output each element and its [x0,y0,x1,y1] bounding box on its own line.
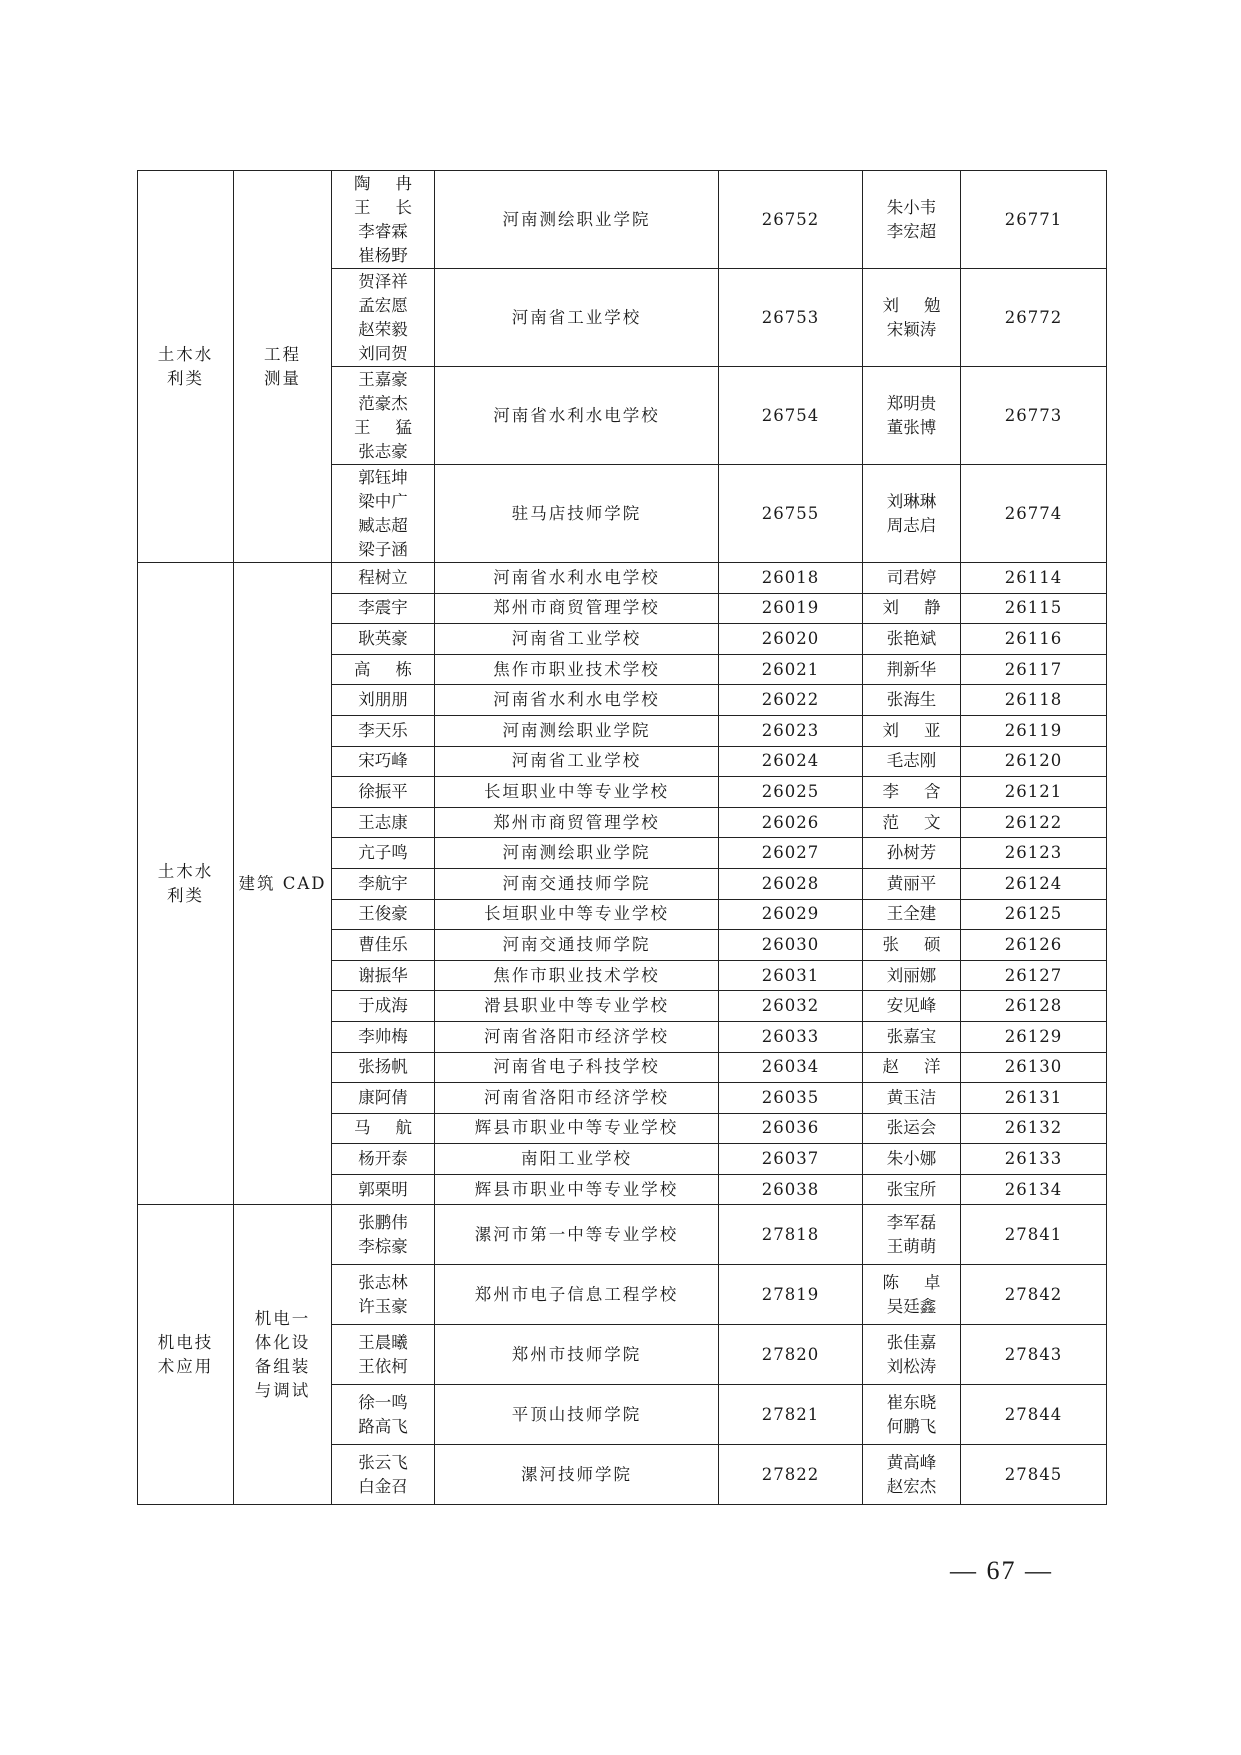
coach-cell [863,1445,961,1505]
coach-name: 刘松涛 [886,1356,937,1376]
school-cell: 河南测绘职业学院 [435,715,719,746]
team-number-cell: 26753 [719,269,863,367]
coach-name: 范文 [882,812,941,832]
player-name: 李航宇 [358,873,408,893]
team-number-cell: 26037 [719,1144,863,1175]
player-cell [332,563,435,594]
coach-cell [863,1113,961,1144]
coach-name: 朱小韦 [886,197,937,217]
school-cell: 漯河技师学院 [435,1445,719,1505]
player-cell [332,746,435,777]
coach-name: 王萌萌 [886,1236,937,1256]
coach-name: 宋颖涛 [886,319,937,339]
category-cell [138,563,234,1205]
category-cell [138,171,234,563]
school-cell: 河南省工业学校 [435,746,719,777]
player-cell [332,838,435,869]
coach-name: 张佳嘉 [886,1332,937,1352]
event-line: 建筑 CAD [238,873,327,893]
school-cell: 郑州市电子信息工程学校 [435,1265,719,1325]
coach-number-cell: 26126 [961,930,1107,961]
player-name: 贺泽祥 [358,271,408,291]
player-cell [332,1113,435,1144]
school-cell: 河南省水利水电学校 [435,685,719,716]
player-cell [332,593,435,624]
coach-cell [863,367,961,465]
coach-cell [863,171,961,269]
coach-number-cell: 26130 [961,1052,1107,1083]
coach-number-cell: 26120 [961,746,1107,777]
school-cell: 河南交通技师学院 [435,868,719,899]
school-cell: 郑州市技师学院 [435,1325,719,1385]
player-cell [332,960,435,991]
coach-cell [863,868,961,899]
team-number-cell: 26022 [719,685,863,716]
coach-number-cell: 26133 [961,1144,1107,1175]
coach-cell [863,930,961,961]
coach-name: 张海生 [886,690,937,710]
coach-name: 朱小娜 [886,1149,937,1169]
player-name: 康阿倩 [358,1087,408,1107]
page-number: — 67 — [950,1556,1053,1585]
coach-cell [863,777,961,808]
school-cell: 河南省电子科技学校 [435,1052,719,1083]
player-name: 赵荣毅 [358,319,408,339]
coach-cell [863,563,961,594]
coach-name: 董张博 [886,417,937,437]
player-name: 范豪杰 [358,393,408,413]
player-cell [332,1385,435,1445]
player-name: 张鹏伟 [358,1212,408,1232]
coach-cell [863,1385,961,1445]
coach-name: 黄玉洁 [886,1087,937,1107]
player-cell [332,1083,435,1114]
player-name: 李帅梅 [358,1026,408,1046]
coach-cell [863,1052,961,1083]
coach-number-cell: 26121 [961,777,1107,808]
team-number-cell: 26030 [719,930,863,961]
team-number-cell: 26028 [719,868,863,899]
team-number-cell: 26029 [719,899,863,930]
category-line: 土木水 [157,344,214,364]
player-cell [332,1325,435,1385]
player-name: 刘朋朋 [358,690,408,710]
coach-name: 刘琳琳 [886,491,937,511]
player-name: 李震宇 [358,598,408,618]
player-cell [332,1021,435,1052]
player-name: 王猛 [354,417,412,437]
player-name: 梁子涵 [358,539,408,559]
team-number-cell: 26031 [719,960,863,991]
player-cell [332,1174,435,1205]
coach-number-cell: 27841 [961,1205,1107,1265]
coach-name: 黄丽平 [886,873,937,893]
player-name: 王嘉豪 [358,369,408,389]
team-number-cell: 26035 [719,1083,863,1114]
coach-cell [863,465,961,563]
team-number-cell: 26026 [719,807,863,838]
player-cell [332,269,435,367]
coach-number-cell: 26774 [961,465,1107,563]
event-line: 测量 [264,368,301,388]
player-name: 马航 [354,1118,412,1138]
event-line: 与调试 [254,1380,311,1400]
coach-name: 陈卓 [882,1272,941,1292]
coach-cell [863,269,961,367]
coach-name: 张运会 [886,1118,937,1138]
school-cell: 长垣职业中等专业学校 [435,777,719,808]
school-cell: 南阳工业学校 [435,1144,719,1175]
school-cell: 辉县市职业中等专业学校 [435,1174,719,1205]
coach-cell [863,899,961,930]
player-name: 王志康 [358,812,408,832]
player-cell [332,465,435,563]
coach-cell [863,991,961,1022]
player-name: 刘同贺 [358,343,408,363]
school-cell: 河南交通技师学院 [435,930,719,961]
coach-number-cell: 26773 [961,367,1107,465]
player-name: 李棕豪 [358,1236,408,1256]
coach-number-cell: 26115 [961,593,1107,624]
coach-number-cell: 27843 [961,1325,1107,1385]
player-name: 程树立 [358,567,408,587]
team-number-cell: 26021 [719,654,863,685]
player-name: 孟宏愿 [358,295,408,315]
coach-number-cell: 27842 [961,1265,1107,1325]
school-cell: 焦作市职业技术学校 [435,960,719,991]
team-number-cell: 27818 [719,1205,863,1265]
category-cell [138,1205,234,1505]
player-name: 许玉豪 [358,1296,408,1316]
coach-name: 刘勉 [882,295,941,315]
school-cell: 辉县市职业中等专业学校 [435,1113,719,1144]
team-number-cell: 26036 [719,1113,863,1144]
coach-name: 郑明贵 [886,393,937,413]
player-cell [332,930,435,961]
event-cell [234,1205,332,1505]
player-name: 梁中广 [358,491,408,511]
coach-name: 王全建 [886,904,937,924]
coach-name: 张硕 [882,934,941,954]
team-number-cell: 27820 [719,1325,863,1385]
coach-number-cell: 26118 [961,685,1107,716]
player-name: 徐振平 [358,781,408,801]
team-number-cell: 26019 [719,593,863,624]
category-line: 土木水 [157,861,214,881]
team-number-cell: 26033 [719,1021,863,1052]
player-name: 曹佳乐 [358,934,408,954]
coach-name: 张嘉宝 [886,1026,937,1046]
player-name: 陶冉 [354,173,412,193]
player-cell [332,807,435,838]
player-name: 亢子鸣 [358,843,408,863]
coach-name: 张艳斌 [886,628,937,648]
player-name: 耿英豪 [358,628,408,648]
team-number-cell: 26020 [719,624,863,655]
coach-number-cell: 27844 [961,1385,1107,1445]
player-cell [332,685,435,716]
table-row [138,1205,1107,1265]
coach-number-cell: 26132 [961,1113,1107,1144]
coach-number-cell: 26129 [961,1021,1107,1052]
coach-name: 刘亚 [882,720,941,740]
school-cell: 河南测绘职业学院 [435,838,719,869]
player-cell [332,1265,435,1325]
player-name: 张云飞 [358,1452,408,1472]
coach-cell [863,715,961,746]
coach-name: 荆新华 [886,659,937,679]
participant-table [137,170,1107,1505]
player-cell [332,1144,435,1175]
player-name: 白金召 [358,1476,408,1496]
coach-cell [863,654,961,685]
coach-number-cell: 27845 [961,1445,1107,1505]
category-line: 机电技 [157,1332,214,1352]
coach-cell [863,838,961,869]
category-line: 利类 [167,885,204,905]
team-number-cell: 26754 [719,367,863,465]
coach-number-cell: 26125 [961,899,1107,930]
school-cell: 河南测绘职业学院 [435,171,719,269]
event-line: 体化设 [254,1332,311,1352]
player-cell [332,991,435,1022]
school-cell: 滑县职业中等专业学校 [435,991,719,1022]
coach-name: 司君婷 [886,567,937,587]
school-cell: 焦作市职业技术学校 [435,654,719,685]
coach-number-cell: 26131 [961,1083,1107,1114]
school-cell: 河南省洛阳市经济学校 [435,1021,719,1052]
table-row [138,563,1107,594]
player-cell [332,654,435,685]
player-cell [332,777,435,808]
player-name: 于成海 [358,996,408,1016]
coach-number-cell: 26116 [961,624,1107,655]
table-body [138,171,1107,1505]
coach-name: 孙树芳 [886,843,937,863]
player-name: 宋巧峰 [358,751,408,771]
team-number-cell: 26024 [719,746,863,777]
team-number-cell: 26034 [719,1052,863,1083]
coach-number-cell: 26122 [961,807,1107,838]
coach-number-cell: 26127 [961,960,1107,991]
coach-cell [863,960,961,991]
player-name: 徐一鸣 [358,1392,408,1412]
team-number-cell: 26755 [719,465,863,563]
event-line: 机电一 [254,1308,311,1328]
school-cell: 河南省水利水电学校 [435,563,719,594]
team-number-cell: 26027 [719,838,863,869]
coach-name: 何鹏飞 [886,1416,937,1436]
event-line: 备组装 [254,1356,311,1376]
player-name: 李睿霖 [358,221,408,241]
school-cell: 河南省工业学校 [435,624,719,655]
player-name: 郭栗明 [358,1179,408,1199]
player-cell [332,1205,435,1265]
player-name: 李天乐 [358,720,408,740]
team-number-cell: 26025 [719,777,863,808]
event-cell [234,171,332,563]
team-number-cell: 26023 [719,715,863,746]
team-number-cell: 27822 [719,1445,863,1505]
player-cell [332,715,435,746]
coach-name: 安见峰 [886,996,937,1016]
coach-number-cell: 26119 [961,715,1107,746]
player-name: 王晨曦 [358,1332,408,1352]
player-name: 谢振华 [358,965,408,985]
school-cell: 郑州市商贸管理学校 [435,807,719,838]
player-cell [332,624,435,655]
coach-number-cell: 26123 [961,838,1107,869]
team-number-cell: 27819 [719,1265,863,1325]
coach-number-cell: 26772 [961,269,1107,367]
coach-name: 李宏超 [886,221,937,241]
school-cell: 驻马店技师学院 [435,465,719,563]
coach-name: 毛志刚 [886,751,937,771]
coach-cell [863,746,961,777]
coach-number-cell: 26117 [961,654,1107,685]
player-name: 王依柯 [358,1356,408,1376]
player-cell [332,868,435,899]
coach-name: 刘丽娜 [886,965,937,985]
player-name: 张扬帆 [358,1057,408,1077]
event-cell [234,563,332,1205]
coach-number-cell: 26134 [961,1174,1107,1205]
coach-name: 黄高峰 [886,1452,937,1472]
coach-name: 李含 [882,781,941,801]
coach-cell [863,624,961,655]
player-name: 高栋 [354,659,412,679]
coach-cell [863,1174,961,1205]
player-name: 张志豪 [358,441,408,461]
coach-number-cell: 26128 [961,991,1107,1022]
player-name: 王长 [354,197,412,217]
coach-name: 赵宏杰 [886,1476,937,1496]
coach-cell [863,593,961,624]
school-cell: 漯河市第一中等专业学校 [435,1205,719,1265]
coach-name: 刘静 [882,598,941,618]
player-name: 杨开泰 [358,1149,408,1169]
coach-number-cell: 26771 [961,171,1107,269]
category-line: 术应用 [157,1356,214,1376]
school-cell: 郑州市商贸管理学校 [435,593,719,624]
coach-cell [863,685,961,716]
player-cell [332,367,435,465]
coach-cell [863,1265,961,1325]
event-line: 工程 [264,344,301,364]
table-row [138,171,1107,269]
coach-name: 赵洋 [882,1057,941,1077]
player-name: 臧志超 [358,515,408,535]
coach-name: 李军磊 [886,1212,937,1232]
player-cell [332,171,435,269]
team-number-cell: 26752 [719,171,863,269]
coach-name: 崔东晓 [886,1392,937,1412]
coach-cell [863,1021,961,1052]
category-line: 利类 [167,368,204,388]
coach-cell [863,1325,961,1385]
coach-number-cell: 26124 [961,868,1107,899]
school-cell: 河南省水利水电学校 [435,367,719,465]
coach-name: 吴廷鑫 [886,1296,937,1316]
player-name: 路高飞 [358,1416,408,1436]
team-number-cell: 27821 [719,1385,863,1445]
coach-number-cell: 26114 [961,563,1107,594]
player-cell [332,1445,435,1505]
coach-cell [863,807,961,838]
player-name: 崔杨野 [358,245,408,265]
player-name: 王俊豪 [358,904,408,924]
coach-name: 张宝所 [886,1179,937,1199]
team-number-cell: 26018 [719,563,863,594]
coach-name: 周志启 [886,515,937,535]
school-cell: 长垣职业中等专业学校 [435,899,719,930]
player-cell [332,1052,435,1083]
coach-cell [863,1205,961,1265]
player-name: 郭钰坤 [358,467,408,487]
school-cell: 河南省工业学校 [435,269,719,367]
coach-cell [863,1083,961,1114]
player-name: 张志林 [358,1272,408,1292]
player-cell [332,899,435,930]
school-cell: 河南省洛阳市经济学校 [435,1083,719,1114]
team-number-cell: 26038 [719,1174,863,1205]
coach-cell [863,1144,961,1175]
team-number-cell: 26032 [719,991,863,1022]
school-cell: 平顶山技师学院 [435,1385,719,1445]
